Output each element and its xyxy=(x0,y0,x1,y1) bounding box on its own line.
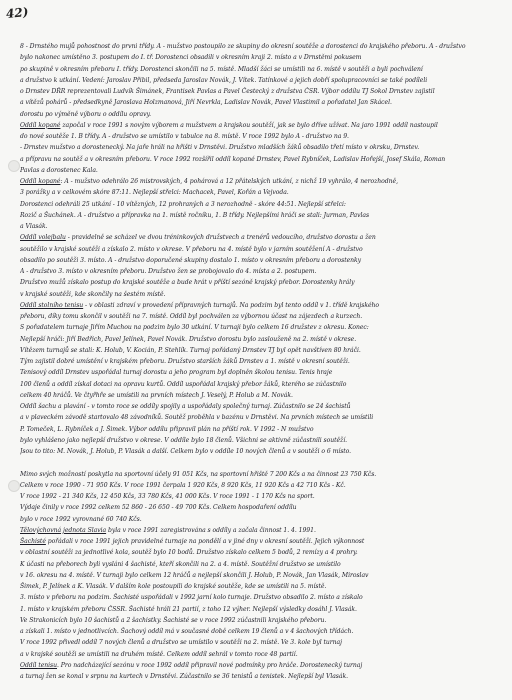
punch-hole-icon xyxy=(8,160,20,172)
section-heading: Tělovýchovná jednota Slavia xyxy=(20,526,107,534)
text-line: a v krajské soutěži se umístili na druhém místě. Celkem oddíl sehrál v tomto roce 48 partií. xyxy=(20,650,298,658)
text-line: Družstvo mužů získalo postup do krajské soutěže a bude hrát v příští sezóně krajský přebor. Dorostenky hrály xyxy=(20,279,355,287)
text-line: soutěžilo v krajské soutěži a získalo 2. místo v okrese. V přeboru na 4. místě bylo v jarním soutěžení A - družstvo xyxy=(20,245,363,253)
text-line xyxy=(20,301,498,310)
section-heading: Oddíl kopané xyxy=(20,178,61,185)
punch-hole-icon xyxy=(8,480,20,492)
text-line: a v plaveckém závodě startovalo 48 závodníků. Soutěž proběhla v bazénu v Drnstěvi. Na prvních místech se umístili xyxy=(20,414,374,422)
text-line: Vítězem turnajů se stali: K. Holub, V. Kocián, P. Stehlík. Turnaj pořádaný Drnstev TJ byl opět navštíven 80 hráči. xyxy=(20,346,361,354)
text-line: V roce 1992 přivedl oddíl 7 nových členů a družstvo se umístilo v soutěži na 2. místě. Ve 3. kole byl turnaj xyxy=(20,639,342,647)
text-line: 3 porážky a v celkovém skóre 87:11. Nejlepší střelci: Machacek, Pavel, Kořán a Vejvoda. xyxy=(20,189,289,197)
text-line: Výdaje činily v roce 1992 celkem 52 860 - 26 650 - 49 700 Kčs. Celkem hospodaření oddílu xyxy=(20,504,297,512)
text-line: v krajské soutěži, kde skončily na šestém místě. xyxy=(20,290,166,298)
text-line: celkem 40 hráčů. Ve čtyřhře se umístili na prvních místech J. Veselý, P. Holub a M. Novák. xyxy=(20,391,293,399)
section-heading: Oddíl tenisu xyxy=(20,661,58,669)
text-line: 100 členů a oddíl získal dotaci na opravu kurtů. Oddíl uspořádal krajský přebor žáků, kterého se zúčastnilo xyxy=(20,380,347,388)
text-line: Pavlas a dorostenec Kala. xyxy=(20,166,98,174)
text-line: a přípravu na soutěž a v okresním přeboru. V roce 1992 rozšířil oddíl kopané Drnstev, Pavel Rybníček, Ladislav Hořejší, Josef Skála, Roman xyxy=(20,155,446,163)
text-line: S pořadatelem turnaje Jiřím Muchou na podzim bylo 30 utkání. V turnaji bylo celkem 16 družstev z okresu. Konec: xyxy=(20,324,369,332)
line-text: - pravidelně se scházel ve dvou tréninkových družstvech a trenérů vedoucího, družstvo dorostu a žen xyxy=(65,234,376,242)
text-line xyxy=(20,233,498,242)
text-line: Dorostenci odehráli 25 utkání - 10 vítězných, 12 prohraných a 3 nerozhodně - skóre 44:51. Nejlepší střelci: xyxy=(20,200,346,208)
page-number: 42) xyxy=(5,4,30,22)
text-line: 8 - Drnstého mujů pohostnost do prvni třídy. A - mužstvo postoupilo ze skupiny do okresní soutěže a dorostenci do krajského přeboru. A - družstvo xyxy=(20,43,466,50)
text-line: v 16. okresu na 4. místě. V turnaji bylo celkem 12 hráčů a nejlepší skončili J. Holub, P. Novák, Jan Vlasák, Miroslav xyxy=(20,571,369,579)
section-heading: Šachisté xyxy=(20,538,46,545)
text-line: a Vlasák. xyxy=(20,223,48,230)
section-heading: Oddíl stolního tenisu xyxy=(20,301,84,309)
text-line: 3. místo v přeboru na podzim. Šachisté uspořádali v 1992 jarní kolo turnaje. Družstvo obsadilo 2. místo a získalo xyxy=(20,594,363,602)
text-line: Šimek, P. Jelínek a K. Vlasák. V dalším kole postoupili do krajské soutěže, kde se umístili na 5. místě. xyxy=(20,583,327,590)
text-line: a turnaj žen se konal v srpnu na kurtech v Drnstěvi. Zúčastnilo se 36 tenistů a tenistek. Nejlepší byl Vlasák. xyxy=(20,673,348,680)
text-line: Ve Strakonicích bylo 10 šachistů a 2 šachistky. Šachisté se v roce 1992 zúčastnili krajského přeboru. xyxy=(20,616,327,624)
line-text: . Pro nadcházející sezónu v roce 1992 oddíl připravil nové podmínky pro hráče. Dorostenecký turnaj xyxy=(57,661,363,669)
text-line: a získali 1. místo v jednotlivcích. Šachový oddíl má v současné době celkem 19 členů a v 4 šachových třídách. xyxy=(20,628,354,635)
text-line: Tým zajistil dobré umístění v krajském přeboru. Družstvo starších žáků Drnstev a 1. místě v okresní soutěži. xyxy=(20,358,350,365)
text-line: A - družstvo 3. místo v okresním přeboru. Družstvo žen se probojovalo do 4. místa a 2. postupem. xyxy=(20,268,317,275)
text-line xyxy=(20,121,498,130)
section-heading: Oddíl kopané xyxy=(20,121,61,129)
text-line: P. Tomeček, L. Rybníček a J. Šimek. Výbor oddílu připravil plán na příští rok. V 1992 - N mužstvo xyxy=(20,425,314,433)
line-text: : A - mužstvo odehrálo 26 mistrovských, 4 pohárová a 12 přátelských utkání, z nichž 19 vyhrálo, 4 nerozhodně, xyxy=(60,178,398,185)
line-text: započal v roce 1991 s novým výborem a mužstvem a krajskou soutěží, jak se bylo dříve užívat. Na jaro 1991 oddíl nastoupil xyxy=(60,121,438,129)
text-line xyxy=(20,177,498,186)
text-line: a vítězů pohárů - předsedkyně Jaroslava Holzmanová, Jiří Nevrkla, Ladislav Novák, Pavel Vlastimil a pořadatel Jan Skácel. xyxy=(20,99,392,107)
line-text: pořádali v roce 1991 jejich pravidelné turnaje na pondělí a v jiné dny v okresní soutěži. Jejich výkonnost xyxy=(45,538,365,545)
text-line: dorostu po výměně výboru o oddílu opravy. xyxy=(20,110,151,118)
text-line: přeboru, díky tomu skončil v soutěži na 7. místě. Oddíl byl pochválen za výbornou účast na zájezdech a kurzech. xyxy=(20,313,363,320)
text-line: Rozič a Šuchánek. A - družstvo a přípravka na 1. místě ročníku, 1. B třídy. Nejlepšími hráči se stali: Jurman, Pavlas xyxy=(20,211,370,219)
line-text: byla v roce 1991 zaregistrována s oddíly a začala činnost 1. 4. 1991. xyxy=(106,526,316,534)
section-heading: Oddíl volejbalu xyxy=(20,234,66,242)
text-line: Jsou to tito: M. Novák, J. Holub, P. Vlasák a další. Celkem bylo v oddíle 10 nových členů a v soutěži o 6 místo. xyxy=(20,448,352,455)
text-line: K účasti na přeborech byli vysláni 4 šachisté, kteří skončili na 2. a 4. místě. Soutěžní družstvo se umístilo xyxy=(20,560,341,568)
text-line: a družstvo k utkání. Vedení: Jaroslav Přibil, předseda Jaroslav Novák, J. Vítek. Tatínkové a jejich dobří spolupracovníci se také podíleli xyxy=(20,76,428,84)
text-line: Tenisový oddíl Drnstev uspořádal turnaj dorostu a jeho program byl doplněn školou tenisu. Tenis hraje xyxy=(20,369,333,377)
text-line: obsadilo po soutěži 3. místo. A - družstvo doporučené skupiny dostalo 1. místo v okresním přeboru a dorostenky xyxy=(20,256,362,264)
text-line: V roce 1992 - 21 340 Kčs, 12 450 Kčs, 33 780 Kčs, 41 000 Kčs. V roce 1991 - 1 170 Kčs na sport. xyxy=(20,493,315,500)
line-text: - v oblasti zdraví v provedení přípravných turnajů. Na podzim byl tento oddíl v 1. třídě krajského xyxy=(83,301,380,309)
text-line xyxy=(20,526,498,535)
text-line: v oblastní soutěži za jednotlivé kola, soutěž bylo 10 bodů. Družstvo získalo celkem 5 bodů, 2 remízy a 4 prohry. xyxy=(20,549,358,557)
text-line: bylo v roce 1992 vyrovnané 60 740 Kčs. xyxy=(20,515,142,523)
text-line: bylo vyhlášeno jako nejlepší družstvo v okrese. V oddíle bylo 18 členů. Všichni se aktivně zúčastnili soutěží. xyxy=(20,436,348,444)
text-line: Mimo svých možností poskytla na sportovní účely 91 051 Kčs, na sportovní hřiště 7 200 Kčs a na činnost 23 750 Kčs. xyxy=(20,470,377,478)
text-line: Celkem v roce 1990 - 71 950 Kčs. V roce 1991 čerpala 1 920 Kčs, 8 920 Kčs, 11 920 Kčs a 42 710 Kčs - Kč. xyxy=(20,481,346,489)
text-line xyxy=(20,661,498,670)
text-line: o Drnstev DŘR reprezentovali Ludvík Šimánek, Frantisek Pavlas a Pavel Čestecký z družstva ČSR. Výbor oddílu TJ Sokol Drnstev zajistil xyxy=(20,88,435,95)
text-line xyxy=(20,537,498,546)
text-line: po skupině v okresním přeboru I. třídy. Dorostenci skončili na 5. místě. Mladší žáci se umístili na 6. místě v soutěži a byli pochválení xyxy=(20,65,423,73)
text-line: Nejlepší hráči: Jiří Bedřich, Pavel Jelínek, Pavel Novák. Družstvo dorostu bylo zaslouženě na 2. místě v okrese. xyxy=(20,335,357,343)
text-line: - Drnstev mužstvo a dorostenecký. Na jaře hráli na hřišti v Drnstěvi. Družstvo mladších žáků obsadilo třetí místo v okrsku, Drnstev. xyxy=(20,144,420,152)
text-line: 1. místo v krajském přeboru ČSSR. Šachisté hráli 21 partií, z toho 12 výher. Nejlepší výsledky dosáhl J. Vlasák. xyxy=(20,605,357,613)
text-line: Oddíl šachu a plavání - v tomto roce se oddíly spojily a uspořádaly společný turnaj. Zúčastnilo se 24 šachistů xyxy=(20,403,351,410)
text-line: bylo nakonec umístěno 3. postupem do I. tř. Dorostenci obsadili v okresním kraji 2. místo a v Drnstěmi pokusem xyxy=(20,54,362,62)
text-line: do nové soutěže 1. B třídy. A - družstvo se umístilo v tabulce na 8. místě. V roce 1992 bylo A - družstvo na 9. xyxy=(20,133,349,140)
